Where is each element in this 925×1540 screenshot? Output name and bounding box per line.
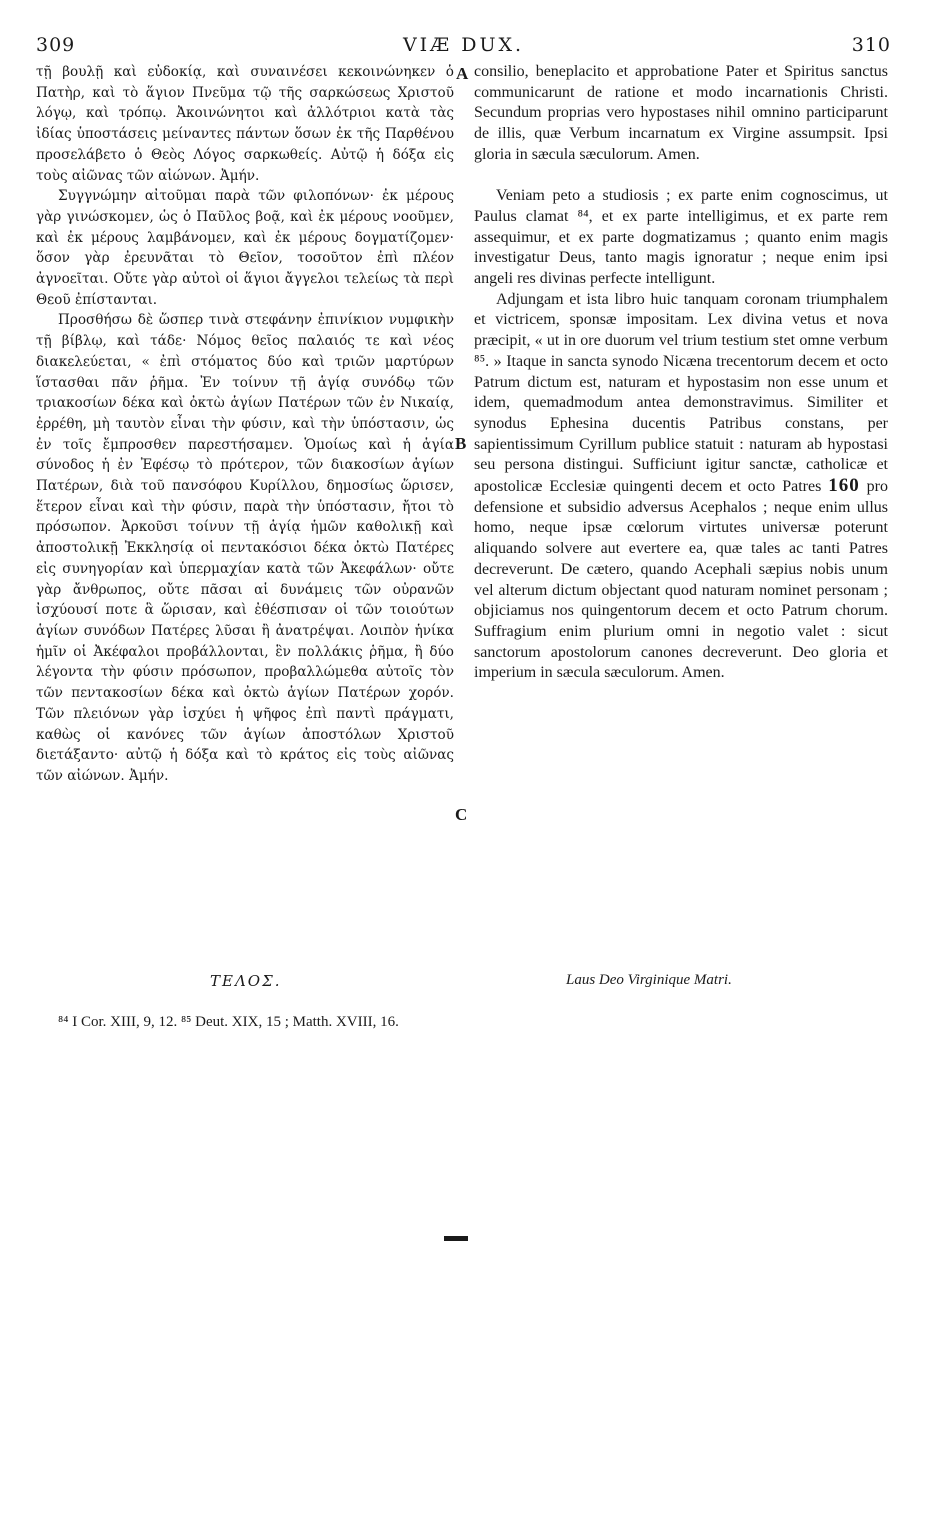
section-marker-a: A	[456, 64, 469, 83]
latin-paragraph-2: Veniam peto a studiosis ; ex parte enim cognoscimus, ut Paulus clamat ⁸⁴, et ex parte intelligimus, et ex parte rem assequimur, et ex parte dogmatizamus ; quanto enim magis investigatur Deus, tanto magis ignoratur ; neque enim ipsi angeli res divinas perfecte intelligunt.	[474, 187, 888, 288]
paragraph-gap	[474, 166, 888, 187]
latin-paragraph-3-end: pro defensione et subsidio adversus Acephalos ; neque enim ullus homo, neque ipsæ cœlorum virtutes universæ poterunt aliquando solvere aut evertere ea, quæ tales ac tanti Patres decreverunt. De cætero, quando Acephali sæpius nobis unum vel alterum dictum objectant quod naturam nominet personam ; objiciamus nos quingentorum decem et octo Patrum chorum. Suffragium enim plurium omni in negotio valet : sicut sanctorum apostolorum canones decreverunt. Deo gloria et imperium in sæcula sæculorum. Amen.	[474, 478, 889, 682]
greek-paragraph-2: Συγγνώμην αἰτοῦμαι παρὰ τῶν φιλοπόνων· ἐκ μέρους γὰρ γινώσκομεν, ὡς ὁ Παῦλος βοᾷ, καὶ ἐκ μέρους νοοῦμεν, καὶ ἐκ μέρους λαμβάνομεν, καὶ ἐκ μέρους δογματίζομεν· ὅσον γὰρ ἐρευνᾶται τὸ Θεῖον, τοσοῦτον ἐπὶ πλέον ἀγνοεῖται. Οὔτε γὰρ αὐτοὶ οἱ ἅγιοι ἄγγελοι τελείως τὰ περὶ Θεοῦ ἐπίστανται.	[36, 188, 454, 308]
latin-paragraph-3-start: Adjungam et ista libro huic tanquam coronam triumphalem et victricem, sponsæ impositam. Lex divina vetus et nova præcipit, « ut in ore duorum vel trium testium stet omne verbum ⁸⁵. » Itaque in sancta synodo Nicæna trecentorum decem et octo Patrum dictum est, naturam et hypostasim non esse unum et idem, quemadmodum antea demonstravimus. Similiter et synodus Ephesina ducentis Patribus constans, per sapientissimum Cyrillum publice statuit : naturam ab hypostasi seu persona distingui. Sufficiunt igitur sanctæ, catholicæ et apostolicæ Ecclesiæ quingenti decem et octo Patres	[474, 290, 888, 496]
greek-paragraph-1: τῇ βουλῇ καὶ εὐδοκίᾳ, καὶ συναινέσει κεκοινώνηκεν ὁ Πατὴρ, καὶ τὸ ἅγιον Πνεῦμα τῷ τῆς σαρκώσεως Χριστοῦ λόγῳ, καὶ τρόπῳ. Ἀκοινώνητοι καὶ ἀλλότριοι κατὰ τὰς ἰδίας ὑποστάσεις μείναντες πάντων ὅσων ἐκ τῆς Παρθένου προσελάβετο ὁ Θεὸς Λόγος σαρκωθείς. Αὐτῷ ἡ δόξα εἰς τοὺς αἰῶνας τῶν αἰώνων. Ἀμήν.	[36, 64, 454, 184]
latin-paragraph-3	[474, 290, 888, 684]
greek-paragraph-3: Προσθήσω δὲ ὥσπερ τινὰ στεφάνην ἐπινίκιον νυμφικὴν τῇ βίβλῳ, καὶ τάδε· Νόμος θεῖος παλαιός τε καὶ νέος διακελεύεται, « ἐπὶ στόματος δύο καὶ τριῶν μαρτύρων ἵστασθαι πᾶν ῥῆμα. Ἐν τοίνυν τῇ ἁγίᾳ συνόδῳ τῶν τριακοσίων δέκα καὶ ὀκτὼ ἁγίων Πατέρων τῶν ἐν Νικαίᾳ, ἐρρέθη, μὴ ταυτὸν εἶναι τὴν φύσιν, καὶ τὴν ὑπόστασιν, ὡς ἐν τοῖς ἔμπροσθεν παρεστήσαμεν. Ὁμοίως καὶ ἡ ἁγία σύνοδος ἡ ἐν Ἐφέσῳ τὸ πρότερον, τῶν διακοσίων ἁγίων Πατέρων, διὰ τοῦ πανσόφου Κυρίλλου, δημοσίως ὥρισεν, ἕτερον εἶναι καὶ τὴν φύσιν, παρὰ τὴν ὑπόστασιν, ἤτοι τὸ πρόσωπον. Ἀρκοῦσι τοίνυν τῇ ἁγίᾳ ἡμῶν καθολικῇ καὶ ἀποστολικῇ Ἐκκλησίᾳ οἱ πεντακόσιοι δέκα ὀκτὼ Πατέρες εἰς συνηγορίαν καὶ ὑπερμαχίαν κατὰ τῶν Ἀκεφάλων· οὔτε γὰρ ἄνθρωπος, οὔτε πᾶσαι αἱ δυνάμεις τῶν οὐρανῶν ἰσχύουσί ποτε ἃ ὥρισαν, καὶ ἐθέσπισαν οἱ τῶν τοιούτων ἁγίων συνόδων Πατέρες λῦσαι ἢ ἀνατρέψαι. Λοιπὸν ἡνίκα ἡμῖν οἱ Ἀκέφαλοι προβάλλονται, ἓν πολλάκις ῥῆμα, ἢ δύο λέγοντα τὴν φύσιν πρόσωπον, προβαλλώμεθα αὐτοῖς τὸν τῶν πεντακοσίων δέκα καὶ ὀκτὼ ἁγίων Πατέρων χορόν. Τῶν πλειόνων γὰρ ἰσχύει ἡ ψῆφος ἐπὶ παντὶ πράγματι, καθὼς οἱ κανόνες τῶν ἁγίων ἀποστόλων Χριστοῦ διετάξαντο· αὐτῷ ἡ δόξα καὶ τὸ κράτος εἰς τοὺς αἰῶνας τῶν αἰώνων. Ἀμήν.	[36, 312, 454, 784]
laus-closing: Laus Deo Virginique Matri.	[566, 972, 732, 988]
ornament-bar	[444, 1236, 468, 1241]
section-marker-b: B	[455, 434, 467, 453]
telos-heading: ΤΕΛΟΣ.	[210, 972, 282, 990]
section-marker-c: C	[455, 805, 468, 824]
greek-column	[36, 62, 454, 787]
page-number-left: 309	[36, 34, 76, 56]
column-number: 160	[828, 475, 860, 497]
page-number-right: 310	[851, 34, 891, 56]
latin-paragraph-1: consilio, beneplacito et approbatione Pater et Spiritus sanctus communicarunt de ratione et modo incarnationis Christi. Secundum proprias vero hypostases nihil omnino participarunt de illis, quæ Verbum incarnatum ex Virgine assumpsit. Ipsi gloria in sæcula sæculorum. Amen.	[474, 63, 888, 163]
page-header	[36, 34, 891, 58]
running-title: VIÆ DUX.	[402, 34, 525, 56]
latin-column	[474, 62, 888, 684]
footnotes: ⁸⁴ I Cor. XIII, 9, 12. ⁸⁵ Deut. XIX, 15 ; Matth. XVIII, 16.	[58, 1014, 399, 1030]
